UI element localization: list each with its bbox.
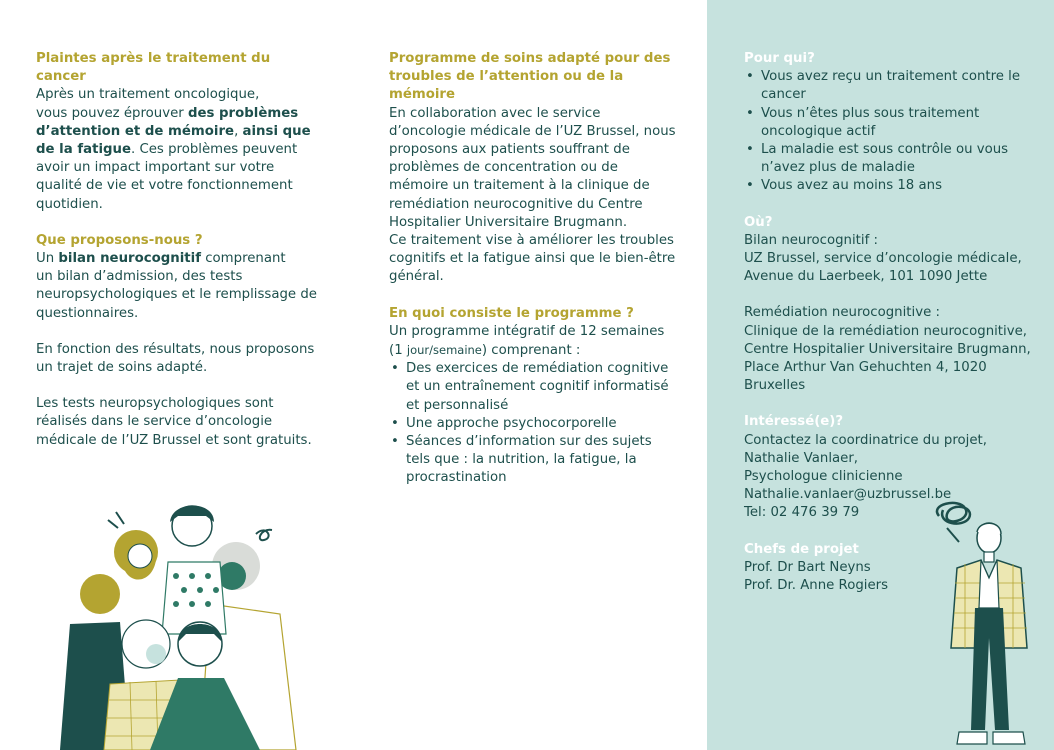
text-run: Un: [36, 251, 59, 267]
standing-man-illustration: [929, 498, 1041, 750]
group-people-illustration: [60, 494, 320, 750]
text-bold: des problèmes d’attention et de mémoire: [36, 105, 299, 139]
where-line: UZ Brussel, service d’oncologie médicale, Avenue du Laerbeek, 101 1090 Jette: [744, 251, 1022, 285]
heading-program-content: En quoi consiste le programme ?: [389, 305, 634, 321]
where-line: Remédiation neurocognitive :: [744, 305, 940, 321]
heading-chefs: Chefs de projet: [744, 541, 859, 557]
where-line: Clinique de la remédiation neurocognitive, Centre Hospitalier Universitaire Brugmann, Place Arthur Van Gehuchten 4, 1020 Bruxelles: [744, 323, 1031, 394]
who-list: [744, 68, 1034, 195]
para-complaints: [36, 105, 321, 214]
heading-contact: Intéressé(e)?: [744, 414, 844, 430]
text-small: jour/semaine: [406, 343, 482, 358]
para-complaints-intro: Après un traitement oncologique,: [36, 87, 260, 103]
column-middle: [389, 50, 679, 488]
chef-line: Prof. Dr. Anne Rogiers: [744, 578, 889, 594]
list-item: • Une approche psychocorporelle: [389, 415, 679, 433]
heading-complaints: Plaintes après le traitement du cancer: [36, 51, 271, 85]
list-item: • Des exercices de remédiation cognitive et un entraînement cognitif informatisé et personnalisé: [389, 360, 679, 415]
text-bold: ainsi que de la fatigue: [36, 123, 311, 158]
para-aim: Ce traitement vise à améliorer les troubles cognitifs et la fatigue ainsi que le bien-être général.: [389, 233, 676, 285]
info-panel: [707, 0, 1054, 750]
para-program-lead: [389, 323, 679, 360]
text-bold: bilan neurocognitif: [58, 251, 201, 267]
contact-line: Contactez la coordinatrice du projet,: [744, 432, 987, 448]
para-collab: En collaboration avec le service d’oncologie médicale de l’UZ Brussel, nous proposons aux patients souffrant de problèmes de concentration ou de mémoire un traitement à la clinique de remédiation neurocognitive du Centre Hospitalier Universitaire Brugmann.: [389, 105, 676, 230]
text-run: ) comprenant :: [481, 343, 581, 359]
para-offer-details: un bilan d’admission, des tests neuropsychologiques et le remplissage de questionnaires.: [36, 269, 317, 321]
heading-program: Programme de soins adapté pour des troubles de l’attention ou de la mémoire: [389, 51, 671, 103]
list-item: • Séances d’information sur des sujets tels que : la nutrition, la fatigue, la procrastination: [389, 433, 679, 488]
text-run: ,: [234, 123, 243, 139]
heading-where: Où?: [744, 214, 773, 230]
column-left: [36, 50, 321, 450]
heading-who: Pour qui?: [744, 51, 815, 66]
contact-line: Nathalie Vanlaer,: [744, 450, 859, 466]
contact-line: Psychologue clinicienne: [744, 469, 903, 485]
contact-phone[interactable]: Tel: 02 476 39 79: [744, 505, 860, 521]
list-item: • La maladie est sous contrôle ou vous n’avez plus de maladie: [744, 141, 1034, 177]
list-item: • Vous n’êtes plus sous traitement oncologique actif: [744, 105, 1034, 141]
list-item: • Vous avez reçu un traitement contre le cancer: [744, 68, 1034, 104]
text-run: vous pouvez éprouver: [36, 105, 188, 121]
para-tests: Les tests neuropsychologiques sont réalisés dans le service d’oncologie médicale de l’UZ Brussel et sont gratuits.: [36, 396, 312, 448]
text-run: Un programme intégratif de 12 semaines (1: [389, 323, 665, 359]
para-offer-lead: [36, 250, 321, 268]
text-run: comprenant: [201, 251, 286, 267]
heading-offer: Que proposons-nous ?: [36, 232, 203, 248]
list-item: • Vous avez au moins 18 ans: [744, 177, 1034, 195]
text-run: . Ces problèmes peuvent avoir un impact important sur votre qualité de vie et votre fonctionnement quotidien.: [36, 142, 298, 212]
contact-email[interactable]: Nathalie.vanlaer@uzbrussel.be: [744, 487, 952, 503]
para-results: En fonction des résultats, nous proposons un trajet de soins adapté.: [36, 341, 315, 376]
where-line: Bilan neurocognitif :: [744, 232, 878, 248]
program-list: [389, 360, 679, 487]
chef-line: Prof. Dr Bart Neyns: [744, 559, 871, 575]
